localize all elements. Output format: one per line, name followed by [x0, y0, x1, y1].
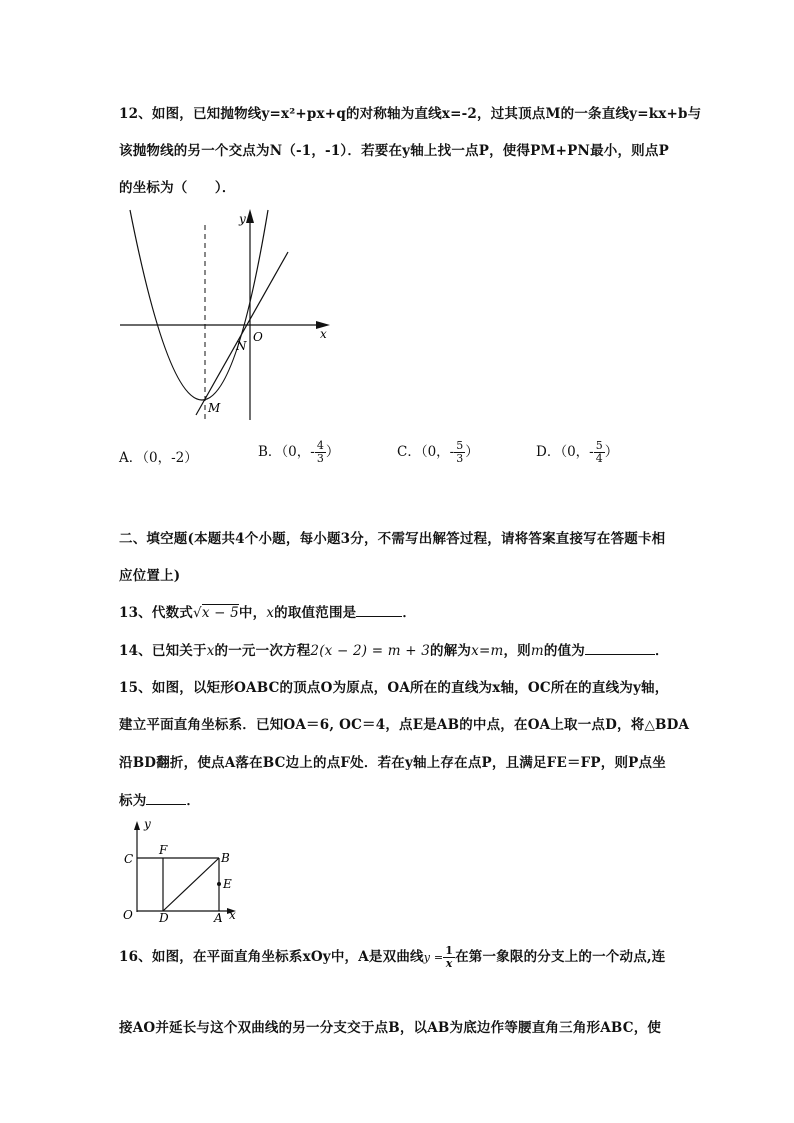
q12-line-1: 12、如图，已知抛物线y=x²+px+q的对称轴为直线x=-2，过其顶点M的一条直线y=kx+b与	[119, 106, 702, 122]
q15-fig-a-label: A	[214, 911, 223, 925]
q16-line-1: 16、如图，在平面直角坐标系xOy中，A是双曲线y = $\frac{1}{x}$ 在第一象限的分支上的一个动点,连	[119, 944, 666, 970]
q15-line-2: 建立平面直角坐标系．已知OA＝6, OC＝4，点E是AB的中点，在OA上取一点D，将△BDA	[119, 717, 690, 733]
q14-line: 14、已知关于x的一元一次方程2(x − 2) = m + 3的解为x=m，则m的值为 ．	[119, 643, 669, 659]
q15-rectangle-figure	[118, 818, 248, 926]
q12-option-c: C．（0，- $\frac{5}{3}$ ）	[397, 439, 479, 465]
q15-fig-o-label: O	[123, 908, 133, 922]
q15-line-3: 沿BD翻折，使点A落在BC边上的点F处．若在y轴上存在点P，且满足FE＝FP，则P点坐	[119, 755, 666, 771]
q13-line: 13、代数式√x − 5中，x的取值范围是 ．	[119, 605, 417, 621]
q15-line-4: 标为 ．	[119, 793, 201, 809]
q12-option-b: B．（0，- $\frac{4}{3}$ ）	[258, 439, 340, 465]
q15-fig-y-label: y	[144, 818, 151, 831]
q12-option-d: D．（0，- $\frac{5}{4}$ ）	[536, 439, 619, 465]
q12-fig-y-label: y	[239, 212, 246, 226]
q12-line-2: 该抛物线的另一个交点为N（-1，-1）．若要在y轴上找一点P，使得PM+PN最小，则点P	[119, 143, 669, 159]
section2-heading-line-2: 应位置上)	[119, 568, 181, 584]
q15-fig-x-label: x	[229, 908, 236, 922]
section2-heading-line-1: 二、填空题(本题共4个小题，每小题3分，不需写出解答过程，请将答案直接写在答题卡相	[119, 531, 666, 547]
q12-fig-o-label: O	[253, 330, 263, 344]
q15-line-1: 15、如图，以矩形OABC的顶点O为原点，OA所在的直线为x轴，OC所在的直线为y轴，	[119, 680, 669, 696]
q12-fig-x-label: x	[320, 327, 327, 341]
q12-line-3: 的坐标为（ ）．	[119, 180, 236, 196]
q15-fig-f-label: F	[159, 843, 168, 857]
q12-parabola-figure	[118, 205, 338, 425]
q15-fig-d-label: D	[159, 911, 169, 925]
q12-fig-n-label: N	[236, 339, 247, 353]
q16-line-2: 接AO并延长与这个双曲线的另一分支交于点B，以AB为底边作等腰直角三角形ABC，使	[119, 1020, 662, 1036]
q12-fig-m-label: M	[208, 401, 221, 415]
q15-fig-c-label: C	[124, 852, 134, 866]
q12-option-a: A．（0，-2）	[119, 450, 198, 466]
q15-fig-b-label: B	[221, 851, 230, 865]
q15-fig-e-label: E	[223, 877, 232, 891]
